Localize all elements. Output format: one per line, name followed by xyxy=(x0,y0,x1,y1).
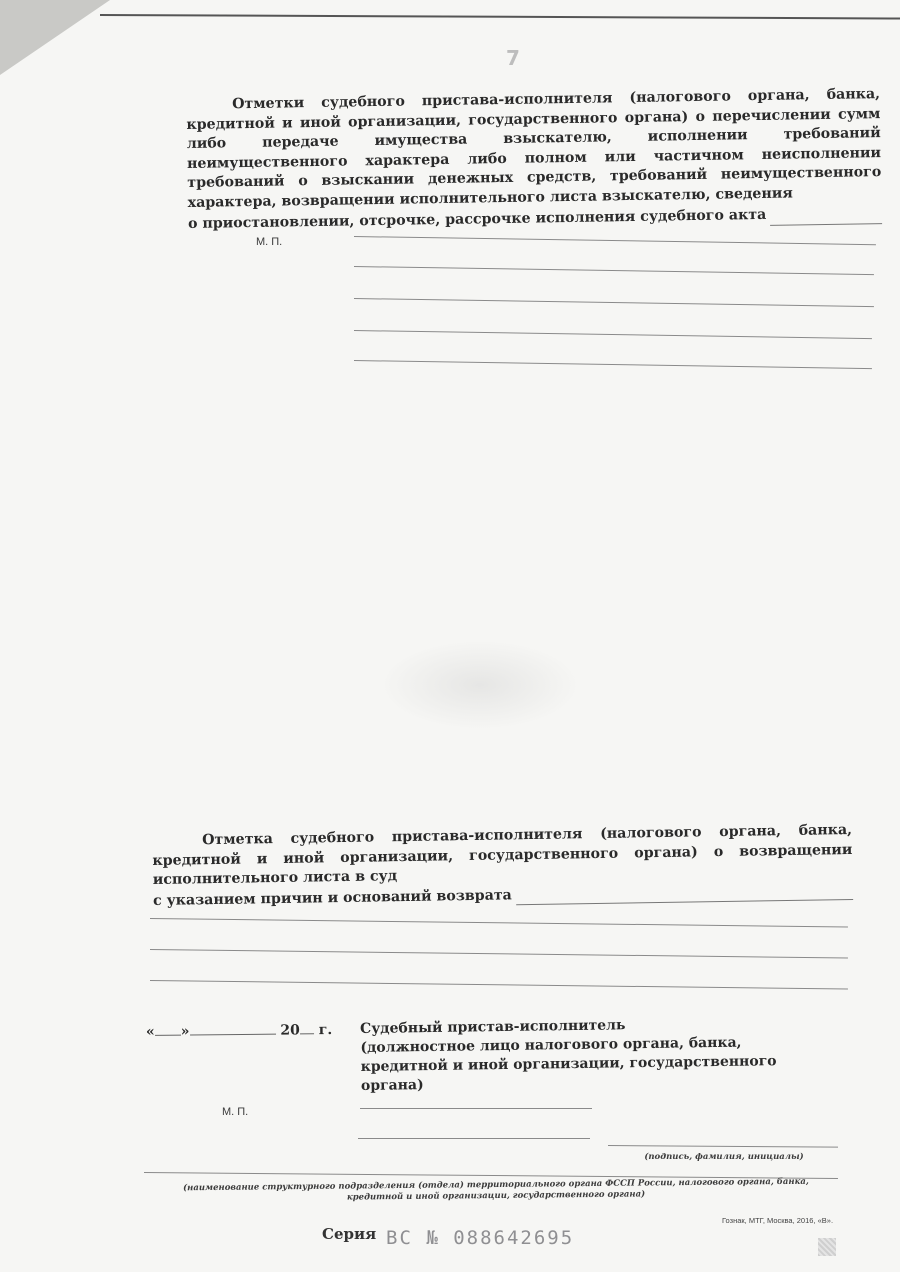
return-line-3 xyxy=(150,980,848,990)
enforcement-notes-fill-line xyxy=(770,209,882,226)
year-suffix: г. xyxy=(318,1022,333,1039)
date-open-quote: « xyxy=(145,1023,155,1040)
position-line-2 xyxy=(358,1138,590,1139)
return-note-section xyxy=(152,821,853,911)
stamp-place-label-bottom: М. П. xyxy=(222,1106,249,1118)
top-edge-line xyxy=(100,14,900,19)
series-label: Серия xyxy=(322,1225,377,1243)
notes-line-2 xyxy=(354,266,874,275)
folded-corner xyxy=(0,0,110,75)
enforcement-notes-heading: Отметки судебного пристава-исполнителя (налогового органа, банка, кредитной и иной организации, государственного органа) о перечислении сумм либо передаче имущества взыскателю, исполнении требований неимущественного характера либо полном или частичном неисполнении требований о взыскании денежных средств, требований неимущественного характера, возвращении исполнительного листа взыскателю, сведения xyxy=(186,86,882,211)
return-note-tail-text: с указанием причин и оснований возврата xyxy=(152,886,512,909)
return-note-fill-line xyxy=(516,885,853,905)
notes-line-5 xyxy=(354,360,872,369)
paper-smudge xyxy=(380,640,580,730)
year-blank xyxy=(300,1021,314,1034)
year-prefix: 20 xyxy=(280,1022,300,1039)
signature-block xyxy=(360,1014,821,1096)
page-number: 7 xyxy=(506,46,520,70)
return-note-heading: Отметка судебного пристава-исполнителя (налогового органа, банка, кредитной и иной организации, государственного органа) о возвращении исполнительного листа в суд xyxy=(152,822,853,888)
notes-line-4 xyxy=(354,330,872,339)
signature-title: Судебный пристав-исполнитель xyxy=(360,1017,626,1037)
enforcement-notes-tail-text: о приостановлении, отсрочке, рассрочке исполнения судебного акта xyxy=(187,206,767,232)
corner-stamp-mark xyxy=(818,1238,836,1256)
enforcement-notes-section xyxy=(186,85,882,234)
month-blank xyxy=(189,1022,275,1036)
signature-line xyxy=(608,1145,838,1148)
return-line-1 xyxy=(150,918,848,928)
stamp-place-label-top: М. П. xyxy=(256,236,283,248)
division-caption: (наименование структурного подразделения (отдела) территориального органа ФССП России, налогового органа, банка, кредитной и иной организации, государственного органа) xyxy=(183,1176,809,1203)
position-line-1 xyxy=(360,1108,592,1109)
date-close-quote: » xyxy=(180,1023,190,1040)
signature-caption: (подпись, фамилия, инициалы) xyxy=(644,1152,804,1162)
date-line xyxy=(146,1021,332,1040)
notes-line-1 xyxy=(354,236,876,245)
serial-number: ВС № 088642695 xyxy=(386,1227,575,1249)
notes-line-3 xyxy=(354,298,874,307)
signature-subtitle: (должностное лицо налогового органа, банка, кредитной и иной организации, государственного органа) xyxy=(360,1034,777,1094)
printer-mark: Гознак, МТГ, Москва, 2016, «В». xyxy=(722,1216,834,1225)
return-line-2 xyxy=(150,949,848,959)
day-blank xyxy=(155,1023,181,1036)
